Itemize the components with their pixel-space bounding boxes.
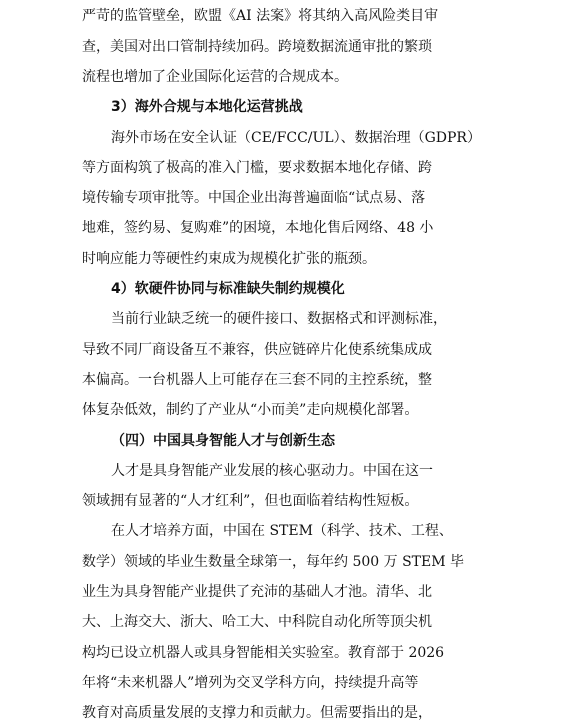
text-line: 大、上海交大、浙大、哈工大、中科院自动化所等顶尖机 <box>82 614 432 630</box>
text-line: 领域拥有显著的“人才红利”，但也面临着结构性短板。 <box>82 493 419 509</box>
text-line: 体复杂低效，制约了产业从“小而美”走向规模化部署。 <box>82 402 419 418</box>
text-line: 构均已设立机器人或具身智能相关实验室。教育部于 2026 <box>82 645 445 661</box>
text-line: 当前行业缺乏统一的硬件接口、数据格式和评测标准， <box>111 311 447 327</box>
text-line: 数学）领域的毕业生数量全球第一，每年约 500 万 STEM 毕 <box>82 554 465 570</box>
text-line: 等方面构筑了极高的准入门槛，要求数据本地化存储、跨 <box>82 160 432 176</box>
text-line: 人才是具身智能产业发展的核心驱动力。中国在这一 <box>111 463 433 479</box>
text-line: 教育对高质量发展的支撑力和贡献力。但需要指出的是， <box>82 705 432 721</box>
text-line: 地难，签约易、复购难”的困境，本地化售后网络、48 小 <box>82 220 434 236</box>
text-line: 流程也增加了企业国际化运营的合规成本。 <box>82 69 348 85</box>
subsection-heading: 4）软硬件协同与标准缺失制约规模化 <box>111 281 345 297</box>
text-line: 在人才培养方面，中国在 STEM（科学、技术、工程、 <box>111 523 453 539</box>
text-line: 时响应能力等硬性约束成为规模化扩张的瓶颈。 <box>82 251 376 267</box>
text-line: 查，美国对出口管制持续加码。跨境数据流通审批的繁琐 <box>82 39 432 55</box>
text-line: 业生为具身智能产业提供了充沛的基础人才池。清华、北 <box>82 584 432 600</box>
text-line: 本偏高。一台机器人上可能存在三套不同的主控系统，整 <box>82 372 432 388</box>
section-heading: （四）中国具身智能人才与创新生态 <box>111 433 335 449</box>
subsection-heading: 3）海外合规与本地化运营挑战 <box>111 99 303 115</box>
text-line: 年将“未来机器人”增列为交叉学科方向，持续提升高等 <box>82 675 419 691</box>
text-line: 境传输专项审批等。中国企业出海普遍面临“试点易、落 <box>82 190 426 206</box>
text-line: 导致不同厂商设备互不兼容，供应链碎片化使系统集成成 <box>82 342 432 358</box>
text-line: 严苛的监管壁垒，欧盟《AI 法案》将其纳入高风险类目审 <box>82 8 439 24</box>
text-line: 海外市场在安全认证（CE/FCC/UL）、数据治理（GDPR） <box>111 130 481 146</box>
